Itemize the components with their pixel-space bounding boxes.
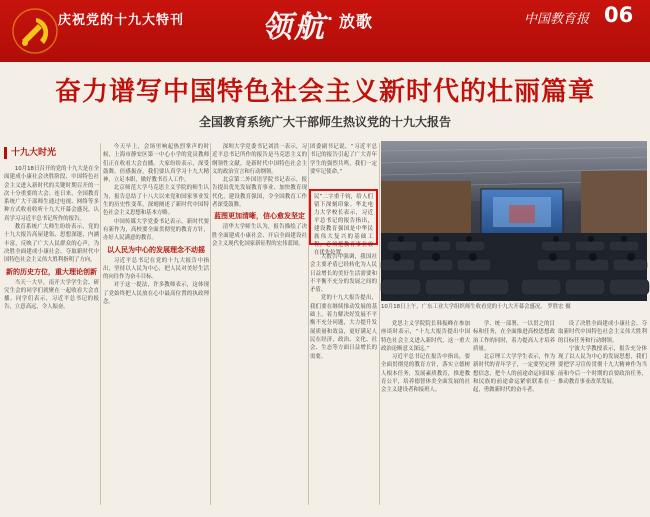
paragraph: 北京师范大学马克思主义学院的师生认为，报告总结了十八大以来党和国家事业发生的历史性变革，深刻阐述了新时代中国特色社会主义思想和基本方略。 xyxy=(103,185,209,217)
article-column-4-top: 团委副书记说，“习近平总书记的报告引起了广大青年学生的强烈共鸣，我们一定要牢记使命。” xyxy=(310,144,377,175)
newspaper-name: 中国教育报 xyxy=(524,12,590,27)
column-label xyxy=(4,147,99,163)
paragraph: 宁波大学教授表示，报告充分体现了以人民为中心的发展思想，我们要把学习宣传贯彻十九大精神作为当前和今后一个时期的首要政治任务，推动教育事业改革发展。 xyxy=(558,345,647,386)
paragraph: 设了决胜全面建成小康社会、夺取新时代中国特色社会主义伟大胜利的目标任务和行动纲领。 xyxy=(558,321,647,344)
calligraphy-title: 领航 xyxy=(262,10,326,45)
auditorium-photo xyxy=(381,141,647,301)
column-label-text: 十九大时光 xyxy=(4,147,56,159)
paragraph: 党的十九大报告提出，我们要在继续推动发展的基础上，着力解决好发展不平衡不充分问题，大力提升发展质量和效益，更好满足人民在经济、政治、文化、社会、生态等方面日益增长的需要。 xyxy=(310,295,377,360)
column-divider xyxy=(379,143,380,505)
paragraph: 10月18日召开的党的十九大是在全面建成小康社会决胜阶段、中国特色社会主义进入新时代的关键时期召开的一次十分重要的大会。连日来，全国教育系统广大干部师生通过电视、网络等多种方式收看收听十九大开幕会盛况，认真学习习近平总书记所作的报告。 xyxy=(4,166,99,222)
column-divider xyxy=(100,143,101,505)
article-column-1 xyxy=(4,165,99,517)
paragraph: 党思主义学院院长韩振峰在参加座谈时表示，“十九大报告提出中国特色社会主义进入新时代，这一重大政治论断意义深远。” xyxy=(381,321,470,352)
paragraph: 北京理工大学学生表示，作为新时代的青年学子，一定要坚定理想信念，把个人的前途命运同国家和民族的前途命运紧密联系在一起，勇做新时代的奋斗者。 xyxy=(473,354,555,394)
sub-headline: 全国教育系统广大干部师生热议党的十九大报告 xyxy=(198,115,451,129)
main-headline: 奋力谱写中国特色社会主义新时代的壮丽篇章 xyxy=(54,77,595,107)
auditorium-scene-image xyxy=(381,141,647,301)
paragraph: 深圳大学党委书记刘洪一表示，习近平总书记所作的报告是马克思主义的纲领性文献，是新时代中国特色社会主义的政治宣言和行动纲领。 xyxy=(212,144,307,175)
photo-caption: 10月18日上午，广东工业大学组织师生收看党的十九大开幕会盛况。 罗胜宏 摄 xyxy=(381,304,571,310)
page-number: 06 xyxy=(604,3,634,27)
paragraph: 习近平总书记在报告中指出，要全面贯彻党的教育方针，落实立德树人根本任务，发展素质教育，推进教育公平，培养德智体美全面发展的社会主义建设者和接班人。 xyxy=(381,354,470,394)
paragraph: 今天早上，会场里响起热烈掌声的时候，上海市静安区第一中心小学的党员教师们正在收看大会直播。大家纷纷表示，深受鼓舞，倍感振奋，我们要认真学习十九大精神，立足本职，做好教书育人工作。 xyxy=(103,144,209,184)
section-subtitle: 蓝图更加清晰，信心愈发坚定 xyxy=(214,212,305,221)
article-column-2 xyxy=(103,143,209,505)
paragraph: 大报告中强调，我国社会主要矛盾已经转化为人民日益增长的美好生活需要和不平衡不充分的发展之间的矛盾。 xyxy=(310,254,377,294)
paragraph: 学、统一部署、一以贯之的目标和任务，在全面推进高校思想政治工作的同时，着力提高人才培养质量。 xyxy=(473,321,555,352)
highlight-box: 民”二字重千钧，给人们留下深刻印象。华北电力大学校长表示，习近平总书记的报告指出，建设教育强国是中华民族伟大复兴的基础工程，必须把教育事业放在优先位置。 xyxy=(309,189,378,245)
page-banner xyxy=(0,0,650,62)
party-emblem-icon xyxy=(8,6,62,56)
section-subtitle: 新的历史方位，重大理论创新 xyxy=(6,267,97,276)
paragraph: 中国传媒大学党委书记表示，新时代要有新作为，高校要全面贯彻党的教育方针，办好人民满意的教育。 xyxy=(103,218,209,242)
article-column-3 xyxy=(212,143,307,505)
paragraph: 北京第二外国语学院书记表示，报告提出优先发展教育事业、加快教育现代化，建设教育强国，令全国教育工作者深受鼓舞。 xyxy=(212,177,307,209)
column-divider xyxy=(210,143,211,505)
paragraph: 教育系统广大师生纷纷表示，党的十九大报告高屋建瓴、思想深邃、内涵丰富，反映了广大人民群众的心声，为决胜全面建成小康社会、夺取新时代中国特色社会主义伟大胜利指明了方向。 xyxy=(4,224,99,264)
article-column-6 xyxy=(473,320,555,505)
article-column-7 xyxy=(558,320,647,505)
article-column-4 xyxy=(310,253,377,505)
title-separator: · xyxy=(327,9,334,28)
article-column-5 xyxy=(381,320,470,505)
special-issue-label: 庆祝党的十九大特刊 xyxy=(58,13,185,28)
section-subtitle: 以人民为中心的发展理念不动摇 xyxy=(107,245,205,254)
paragraph: 对于这一提法，许多教师表示，这体现了党始终把人民放在心中最高位置的执政理念。 xyxy=(103,282,209,306)
paragraph: 当天一大早，南开大学学生会、研究生会的同学们就聚在一起收看大会直播。同学们表示，习近平总书记的报告，立意高远，令人振奋。 xyxy=(4,279,99,311)
paragraph: 习近平总书记在党的十九大报告中指出，坚持以人民为中心，把人民对美好生活的向往作为奋斗目标。 xyxy=(103,257,209,281)
section-title: 放歌 xyxy=(339,12,374,31)
paragraph: 清华大学师生认为，报告描绘了决胜全面建成小康社会、开启全面建设社会主义现代化国家新征程的宏伟蓝图。 xyxy=(212,224,307,247)
